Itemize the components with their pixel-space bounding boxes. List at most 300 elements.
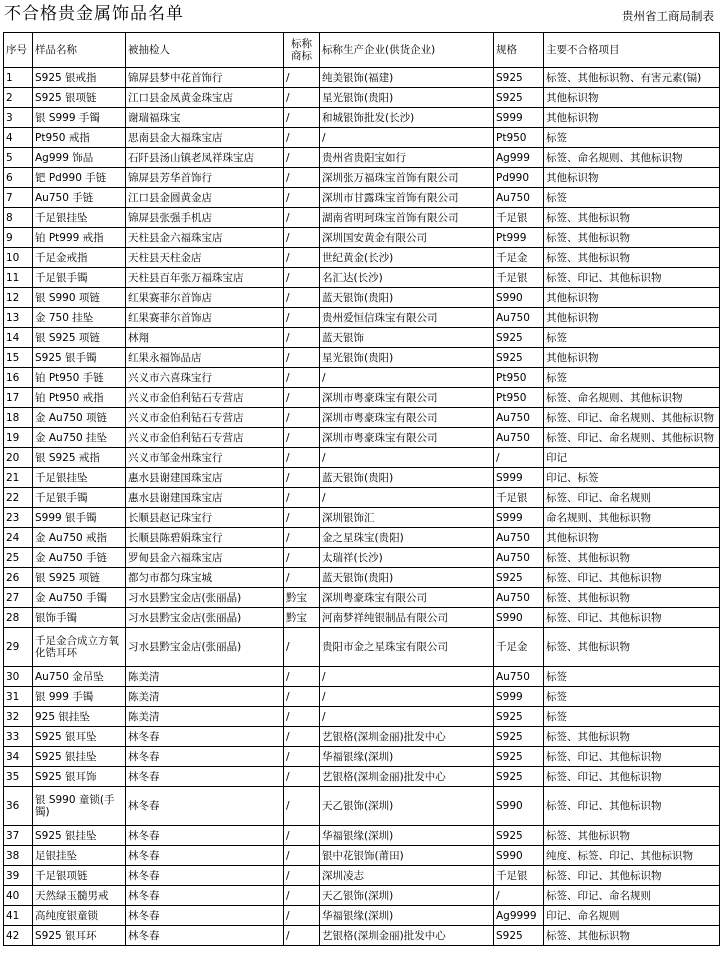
cell-trademark: / [284,667,320,687]
table-row [4,826,720,846]
cell-spec: Au750 [494,428,544,448]
cell-sample-name: 银 S925 项链 [33,328,126,348]
cell-trademark: / [284,886,320,906]
cell-spec: Au750 [494,408,544,428]
cell-trademark: / [284,128,320,148]
cell-issues: 标签、其他标识物 [544,628,720,667]
cell-spec: Ag9999 [494,906,544,926]
cell-trademark: / [284,508,320,528]
table-row [4,767,720,787]
cell-issues: 标签、印记、其他标识物 [544,866,720,886]
cell-spec: Pd990 [494,168,544,188]
cell-producer: 华福银缘(深圳) [320,906,494,926]
cell-spec: S925 [494,568,544,588]
cell-issues: 标签、命名规则、其他标识物 [544,148,720,168]
cell-issues: 其他标识物 [544,108,720,128]
cell-issues: 标签、其他标识物 [544,248,720,268]
cell-producer: 纯美银饰(福建) [320,68,494,88]
table-row [4,248,720,268]
cell-spec: S925 [494,747,544,767]
cell-producer: 贵州省贵阳宝如行 [320,148,494,168]
cell-inspected-party: 习水县黔宝金店(张丽晶) [126,628,284,667]
cell-inspected-party: 林冬春 [126,727,284,747]
table-row [4,348,720,368]
cell-spec: Au750 [494,308,544,328]
cell-no: 9 [4,228,33,248]
header-producer: 标称生产企业(供货企业) [320,33,494,68]
cell-sample-name: 千足银手镯 [33,268,126,288]
cell-sample-name: 千足银手镯 [33,488,126,508]
cell-sample-name: Au750 金吊坠 [33,667,126,687]
cell-producer: 深圳张万福珠宝首饰有限公司 [320,168,494,188]
cell-inspected-party: 红果赛菲尔首饰店 [126,288,284,308]
cell-issues: 纯度、标签、印记、其他标识物 [544,846,720,866]
cell-issues: 标签、印记、其他标识物 [544,568,720,588]
cell-issues: 标签、印记、其他标识物 [544,268,720,288]
cell-issues: 标签、印记、其他标识物 [544,767,720,787]
cell-inspected-party: 谢瑞福珠宝 [126,108,284,128]
cell-sample-name: 银 S990 童锁(手镯) [33,787,126,826]
table-row [4,368,720,388]
table-row [4,388,720,408]
cell-trademark: / [284,727,320,747]
cell-trademark: / [284,408,320,428]
cell-no: 28 [4,608,33,628]
cell-producer: 银中花银饰(莆田) [320,846,494,866]
cell-sample-name: 金 Au750 项链 [33,408,126,428]
table-row [4,667,720,687]
cell-sample-name: 金 Au750 戒指 [33,528,126,548]
cell-issues: 标签、印记、其他标识物 [544,608,720,628]
cell-issues: 标签、其他标识物 [544,548,720,568]
cell-producer: / [320,448,494,468]
cell-trademark: / [284,328,320,348]
cell-inspected-party: 林冬春 [126,767,284,787]
cell-no: 1 [4,68,33,88]
cell-spec: Au750 [494,588,544,608]
cell-producer: 蓝天银饰 [320,328,494,348]
cell-sample-name: 金 Au750 挂坠 [33,428,126,448]
table-row [4,168,720,188]
table-row [4,188,720,208]
cell-trademark: / [284,528,320,548]
cell-sample-name: S925 银戒指 [33,68,126,88]
cell-no: 33 [4,727,33,747]
cell-no: 16 [4,368,33,388]
cell-sample-name: S925 银耳饰 [33,767,126,787]
cell-issues: 标签、印记、命名规则 [544,488,720,508]
table-row [4,308,720,328]
cell-trademark: / [284,68,320,88]
cell-no: 23 [4,508,33,528]
cell-sample-name: Au750 手链 [33,188,126,208]
cell-producer: 河南梦祥纯银制品有限公司 [320,608,494,628]
table-row [4,926,720,946]
cell-spec: S925 [494,727,544,747]
table-row [4,428,720,448]
cell-issues: 标签、其他标识物 [544,208,720,228]
table-row [4,568,720,588]
table-row [4,528,720,548]
cell-inspected-party: 锦屏县张强手机店 [126,208,284,228]
cell-trademark: / [284,348,320,368]
cell-producer: 星光银饰(贵阳) [320,348,494,368]
cell-spec: S925 [494,926,544,946]
cell-trademark: / [284,288,320,308]
cell-issues: 标签 [544,667,720,687]
cell-spec: 千足银 [494,268,544,288]
cell-producer: 艺银格(深圳金丽)批发中心 [320,767,494,787]
cell-trademark: 黔宝 [284,608,320,628]
table-header-row [4,33,720,68]
cell-no: 42 [4,926,33,946]
cell-sample-name: 铂 Pt999 戒指 [33,228,126,248]
cell-spec: S990 [494,787,544,826]
cell-issues: 其他标识物 [544,168,720,188]
cell-inspected-party: 林冬春 [126,926,284,946]
cell-trademark: / [284,368,320,388]
header-spec: 规格 [494,33,544,68]
cell-inspected-party: 锦屏县梦中花首饰行 [126,68,284,88]
cell-no: 12 [4,288,33,308]
cell-producer: 星光银饰(贵阳) [320,88,494,108]
cell-producer: / [320,488,494,508]
cell-trademark: / [284,228,320,248]
cell-no: 26 [4,568,33,588]
cell-no: 21 [4,468,33,488]
cell-producer: 贵州爱恒信珠宝有限公司 [320,308,494,328]
cell-sample-name: Pt950 戒指 [33,128,126,148]
cell-trademark: / [284,428,320,448]
table-row [4,228,720,248]
cell-issues: 标签 [544,328,720,348]
document-title: 不合格贵金属饰品名单 [4,4,184,24]
cell-no: 24 [4,528,33,548]
cell-inspected-party: 罗甸县金六福珠宝店 [126,548,284,568]
cell-trademark: / [284,826,320,846]
cell-sample-name: S925 银项链 [33,88,126,108]
cell-no: 25 [4,548,33,568]
table-row [4,608,720,628]
cell-trademark: / [284,148,320,168]
cell-issues: 标签 [544,707,720,727]
table-row [4,508,720,528]
cell-spec: Ag999 [494,148,544,168]
cell-spec: Au750 [494,667,544,687]
cell-sample-name: 钯 Pd990 手链 [33,168,126,188]
table-row [4,88,720,108]
cell-spec: 千足银 [494,208,544,228]
cell-spec: S990 [494,288,544,308]
table-row [4,846,720,866]
header-issues: 主要不合格项目 [544,33,720,68]
cell-no: 7 [4,188,33,208]
cell-sample-name: 银 999 手镯 [33,687,126,707]
cell-producer: 蓝天银饰(贵阳) [320,468,494,488]
table-row [4,328,720,348]
cell-producer: 和城银饰批发(长沙) [320,108,494,128]
cell-producer: / [320,687,494,707]
cell-inspected-party: 天柱县百年张万福珠宝店 [126,268,284,288]
cell-sample-name: 银饰手镯 [33,608,126,628]
cell-inspected-party: 林冬春 [126,866,284,886]
cell-trademark: / [284,388,320,408]
cell-trademark: / [284,568,320,588]
cell-no: 4 [4,128,33,148]
table-row [4,488,720,508]
cell-spec: S925 [494,68,544,88]
cell-producer: 艺银格(深圳金丽)批发中心 [320,926,494,946]
cell-no: 32 [4,707,33,727]
cell-producer: 深圳粤豪珠宝有限公司 [320,588,494,608]
table-row [4,906,720,926]
cell-no: 22 [4,488,33,508]
cell-inspected-party: 红果永福饰品店 [126,348,284,368]
cell-no: 10 [4,248,33,268]
cell-trademark: / [284,248,320,268]
cell-issues: 印记 [544,448,720,468]
cell-spec: / [494,448,544,468]
cell-inspected-party: 石阡县汤山镇老凤祥珠宝店 [126,148,284,168]
cell-producer: 深圳市甘露珠宝首饰有限公司 [320,188,494,208]
cell-trademark: / [284,88,320,108]
cell-spec: Pt999 [494,228,544,248]
cell-inspected-party: 林冬春 [126,906,284,926]
cell-sample-name: 足银挂坠 [33,846,126,866]
cell-spec: S999 [494,468,544,488]
table-row [4,148,720,168]
cell-producer: 蓝天银饰(贵阳) [320,288,494,308]
cell-issues: 标签 [544,368,720,388]
cell-inspected-party: 林翔 [126,328,284,348]
cell-producer: 湖南省明珂珠宝首饰有限公司 [320,208,494,228]
cell-producer: 世纪黄金(长沙) [320,248,494,268]
cell-spec: / [494,886,544,906]
cell-spec: S990 [494,608,544,628]
cell-no: 27 [4,588,33,608]
cell-inspected-party: 长顺县赵记珠宝行 [126,508,284,528]
cell-inspected-party: 江口县金凤黄金珠宝店 [126,88,284,108]
cell-no: 15 [4,348,33,368]
cell-spec: S925 [494,826,544,846]
cell-inspected-party: 都匀市都匀珠宝城 [126,568,284,588]
table-row [4,468,720,488]
cell-inspected-party: 习水县黔宝金店(张丽晶) [126,588,284,608]
cell-issues: 标签、其他标识物 [544,926,720,946]
cell-sample-name: 金 Au750 手链 [33,548,126,568]
cell-producer: 华福银缘(深圳) [320,747,494,767]
cell-sample-name: S925 银耳坠 [33,727,126,747]
cell-sample-name: S925 银挂坠 [33,747,126,767]
cell-issues: 标签 [544,128,720,148]
cell-issues: 标签、其他标识物 [544,826,720,846]
cell-trademark: / [284,767,320,787]
cell-producer: 深圳市粤豪珠宝有限公司 [320,408,494,428]
cell-inspected-party: 兴义市金伯利钻石专营店 [126,388,284,408]
cell-no: 35 [4,767,33,787]
table-row [4,68,720,88]
cell-no: 3 [4,108,33,128]
cell-spec: Au750 [494,188,544,208]
cell-issues: 标签、印记、命名规则、其他标识物 [544,408,720,428]
cell-trademark: / [284,208,320,228]
cell-inspected-party: 天柱县金六福珠宝店 [126,228,284,248]
cell-inspected-party: 陈美清 [126,687,284,707]
cell-spec: S999 [494,108,544,128]
cell-trademark: / [284,108,320,128]
cell-sample-name: 千足金戒指 [33,248,126,268]
table-row [4,288,720,308]
cell-trademark: / [284,866,320,886]
cell-sample-name: S925 银手镯 [33,348,126,368]
cell-sample-name: S925 银耳环 [33,926,126,946]
cell-producer: / [320,128,494,148]
cell-producer: 名汇达(长沙) [320,268,494,288]
cell-spec: Au750 [494,548,544,568]
unqualified-jewelry-table [3,32,720,946]
cell-sample-name: 铂 Pt950 戒指 [33,388,126,408]
cell-sample-name: 千足银挂坠 [33,468,126,488]
table-row [4,268,720,288]
cell-issues: 标签、命名规则、其他标识物 [544,388,720,408]
cell-issues: 标签、其他标识物 [544,228,720,248]
cell-inspected-party: 江口县金圆黄金店 [126,188,284,208]
cell-issues: 其他标识物 [544,88,720,108]
cell-issues: 标签、其他标识物 [544,588,720,608]
cell-issues: 标签、印记、其他标识物 [544,787,720,826]
cell-producer: 深圳凌志 [320,866,494,886]
cell-sample-name: Ag999 饰品 [33,148,126,168]
cell-inspected-party: 林冬春 [126,787,284,826]
cell-trademark: / [284,548,320,568]
cell-inspected-party: 兴义市金伯利钻石专营店 [126,408,284,428]
cell-no: 36 [4,787,33,826]
cell-trademark: / [284,468,320,488]
cell-producer: 贵阳市金之星珠宝有限公司 [320,628,494,667]
cell-spec: 千足银 [494,866,544,886]
cell-spec: 千足金 [494,248,544,268]
cell-trademark: / [284,308,320,328]
cell-issues: 其他标识物 [544,288,720,308]
cell-producer: 艺银格(深圳金丽)批发中心 [320,727,494,747]
cell-sample-name: 银 S990 项链 [33,288,126,308]
table-row [4,727,720,747]
cell-trademark: 黔宝 [284,588,320,608]
cell-issues: 标签、印记、命名规则、其他标识物 [544,428,720,448]
cell-inspected-party: 天柱县天柱金店 [126,248,284,268]
cell-inspected-party: 长顺县陈碧娟珠宝行 [126,528,284,548]
cell-spec: Au750 [494,528,544,548]
cell-issues: 其他标识物 [544,528,720,548]
cell-trademark: / [284,926,320,946]
cell-no: 14 [4,328,33,348]
cell-producer: 深圳银饰汇 [320,508,494,528]
cell-trademark: / [284,448,320,468]
cell-spec: S925 [494,328,544,348]
header-inspected-party: 被抽检人 [126,33,284,68]
table-row [4,208,720,228]
cell-issues: 标签、其他标识物、有害元素(镉) [544,68,720,88]
cell-producer: / [320,368,494,388]
table-row [4,787,720,826]
cell-sample-name: 千足金合成立方氧化锆耳环 [33,628,126,667]
cell-issues: 标签、印记、命名规则 [544,886,720,906]
cell-no: 31 [4,687,33,707]
table-row [4,886,720,906]
cell-no: 13 [4,308,33,328]
header-trademark: 标称商标 [284,33,320,68]
cell-sample-name: 银 S925 戒指 [33,448,126,468]
table-row [4,548,720,568]
cell-inspected-party: 习水县黔宝金店(张丽晶) [126,608,284,628]
table-row [4,866,720,886]
table-row [4,448,720,468]
cell-producer: / [320,667,494,687]
header-no: 序号 [4,33,33,68]
cell-producer: 华福银缘(深圳) [320,826,494,846]
cell-inspected-party: 林冬春 [126,886,284,906]
cell-producer: 天乙银饰(深圳) [320,787,494,826]
cell-issues: 命名规则、其他标识物 [544,508,720,528]
table-row [4,747,720,767]
cell-inspected-party: 林冬春 [126,826,284,846]
cell-spec: S999 [494,687,544,707]
cell-producer: / [320,707,494,727]
cell-no: 5 [4,148,33,168]
cell-issues: 标签 [544,188,720,208]
cell-inspected-party: 惠水县谢建国珠宝店 [126,468,284,488]
cell-no: 29 [4,628,33,667]
cell-inspected-party: 惠水县谢建国珠宝店 [126,488,284,508]
cell-sample-name: 金 Au750 手镯 [33,588,126,608]
cell-producer: 深圳市粤豪珠宝有限公司 [320,388,494,408]
cell-inspected-party: 兴义市六喜珠宝行 [126,368,284,388]
cell-inspected-party: 林冬春 [126,747,284,767]
cell-sample-name: 天然绿玉髓男戒 [33,886,126,906]
cell-no: 40 [4,886,33,906]
table-row [4,408,720,428]
table-row [4,707,720,727]
table-row [4,628,720,667]
cell-spec: Pt950 [494,388,544,408]
cell-issues: 标签、印记、其他标识物 [544,747,720,767]
cell-inspected-party: 陈美清 [126,707,284,727]
cell-no: 39 [4,866,33,886]
cell-no: 34 [4,747,33,767]
cell-inspected-party: 思南县金大福珠宝店 [126,128,284,148]
table-row [4,108,720,128]
cell-issues: 印记、标签 [544,468,720,488]
cell-spec: Pt950 [494,368,544,388]
cell-producer: 金之星珠宝(贵阳) [320,528,494,548]
cell-producer: 蓝天银饰(贵阳) [320,568,494,588]
cell-sample-name: 铂 Pt950 手链 [33,368,126,388]
table-row [4,588,720,608]
cell-trademark: / [284,787,320,826]
cell-trademark: / [284,906,320,926]
cell-no: 6 [4,168,33,188]
cell-inspected-party: 锦屏县芳华首饰行 [126,168,284,188]
cell-issues: 标签 [544,687,720,707]
cell-no: 18 [4,408,33,428]
cell-trademark: / [284,268,320,288]
cell-producer: 太瑞祥(长沙) [320,548,494,568]
cell-no: 37 [4,826,33,846]
cell-sample-name: 银 S999 手镯 [33,108,126,128]
cell-producer: 深圳国安黄金有限公司 [320,228,494,248]
issuer-label: 贵州省工商局制表 [622,9,714,23]
cell-trademark: / [284,488,320,508]
